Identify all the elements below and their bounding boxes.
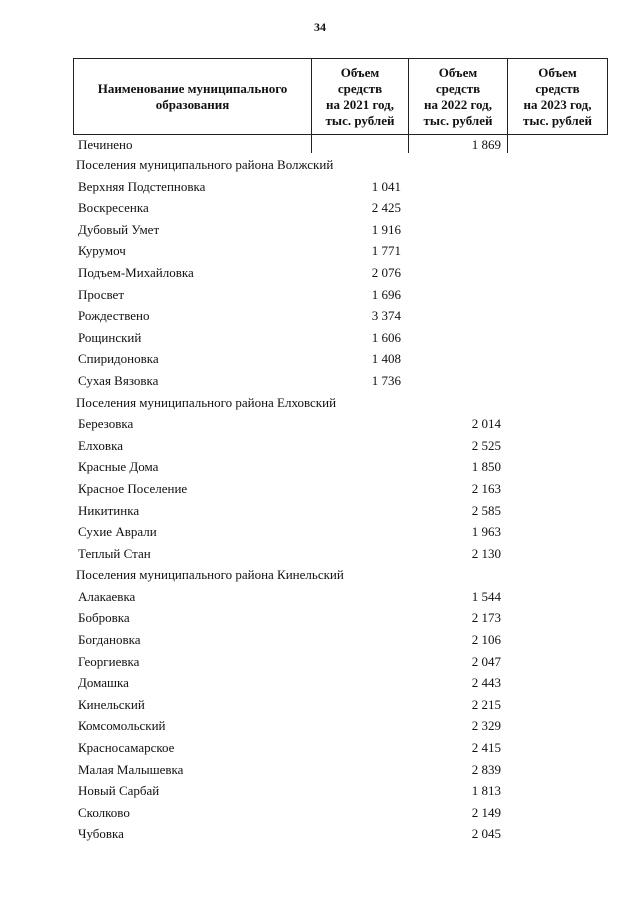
value-2022: 2 045: [471, 826, 501, 842]
municipality-name: Воскресенка: [78, 200, 149, 216]
municipality-name: Георгиевка: [78, 653, 140, 669]
table-row: [73, 500, 608, 522]
table-body: [73, 136, 608, 845]
table-row: [73, 240, 608, 262]
table-row: [73, 521, 608, 543]
municipality-name: Красносамарское: [78, 740, 175, 756]
table-row: [73, 176, 608, 198]
municipality-name: Березовка: [78, 416, 134, 432]
municipality-name: Рощинский: [78, 329, 142, 345]
municipality-name: Теплый Стан: [78, 545, 151, 561]
header-name: Наименование муниципального образования: [74, 59, 312, 134]
group-row: [73, 154, 608, 176]
table-row: [73, 478, 608, 500]
value-2022: 2 215: [471, 696, 501, 712]
value-2021: 1 771: [371, 243, 401, 259]
table-row: [73, 823, 608, 845]
value-2022: 2 585: [471, 502, 501, 518]
value-2021: 2 076: [371, 264, 401, 280]
municipality-name: Домашка: [78, 675, 129, 691]
municipality-name: Кинельский: [78, 696, 145, 712]
municipality-name: Комсомольский: [78, 718, 166, 734]
value-2022: 2 163: [471, 480, 501, 496]
municipality-name: Алакаевка: [78, 588, 136, 604]
municipality-name: Сухая Вязовка: [78, 372, 159, 388]
table-row: [73, 262, 608, 284]
group-title: Поселения муниципального района Волжский: [76, 157, 334, 172]
table-row: [73, 284, 608, 306]
value-2022: 1 869: [471, 137, 501, 152]
table-row: [73, 759, 608, 781]
municipality-name: Елховка: [78, 437, 123, 453]
municipality-name: Красные Дома: [78, 459, 159, 475]
municipality-name: Спиридоновка: [78, 351, 159, 367]
value-2022: 2 149: [471, 804, 501, 820]
group-row: [73, 392, 608, 414]
value-2021: 1 696: [371, 286, 401, 302]
header-2023: Объем средств на 2023 год, тыс. рублей: [523, 64, 592, 128]
table-row: [73, 305, 608, 327]
table-row: [73, 327, 608, 349]
value-2021: 1 916: [371, 221, 401, 237]
value-2021: 1 606: [371, 329, 401, 345]
value-2022: 2 014: [471, 416, 501, 432]
header-2022: Объем средств на 2022 год, тыс. рублей: [409, 59, 508, 134]
value-2021: 3 374: [371, 308, 401, 324]
municipality-name: Богдановка: [78, 632, 141, 648]
value-2022: 2 173: [471, 610, 501, 626]
table-row: [73, 715, 608, 737]
municipality-name: Печинено: [78, 137, 133, 152]
table-row: [73, 543, 608, 565]
table-row: [73, 370, 608, 392]
municipality-name: Рождествено: [78, 308, 150, 324]
table-row: [73, 348, 608, 370]
municipality-name: Сколково: [78, 804, 130, 820]
table-row: [73, 219, 608, 241]
value-2022: 2 839: [471, 761, 501, 777]
value-2022: 2 106: [471, 632, 501, 648]
table-row: [73, 651, 608, 673]
municipality-name: Новый Сарбай: [78, 783, 160, 799]
table-row: [73, 136, 608, 154]
table-row: [73, 413, 608, 435]
page-number: 34: [314, 20, 326, 34]
table-row: [73, 694, 608, 716]
value-2022: 1 850: [471, 459, 501, 475]
value-2022: 2 443: [471, 675, 501, 691]
municipality-name: Подъем-Михайловка: [78, 264, 194, 280]
table-row: [73, 737, 608, 759]
table-row: [73, 586, 608, 608]
value-2022: 2 047: [471, 653, 501, 669]
table-row: [73, 607, 608, 629]
header-2021: Объем средств на 2021 год, тыс. рублей: [312, 59, 409, 134]
municipality-name: Сухие Аврали: [78, 524, 157, 540]
value-2021: 1 041: [371, 178, 401, 194]
table-row: [73, 672, 608, 694]
group-title: Поселения муниципального района Елховский: [76, 394, 337, 410]
value-2022: 2 415: [471, 740, 501, 756]
value-2021: 2 425: [371, 200, 401, 216]
municipality-name: Просвет: [78, 286, 124, 302]
group-title: Поселения муниципального района Кинельский: [76, 567, 344, 583]
table-header: [73, 58, 608, 135]
municipality-name: Красное Поселение: [78, 480, 188, 496]
municipality-name: Курумоч: [78, 243, 126, 259]
value-2022: 1 544: [471, 588, 501, 604]
table-row: [73, 802, 608, 824]
municipality-name: Малая Малышевка: [78, 761, 184, 777]
table-row: [73, 629, 608, 651]
value-2021: 1 736: [371, 372, 401, 388]
table-row: [73, 780, 608, 802]
value-2022: 2 329: [471, 718, 501, 734]
table-row: [73, 435, 608, 457]
municipality-name: Чубовка: [78, 826, 124, 842]
municipality-name: Верхняя Подстепновка: [78, 178, 206, 194]
table-row: [73, 197, 608, 219]
municipality-name: Дубовый Умет: [78, 221, 160, 237]
value-2022: 2 525: [471, 437, 501, 453]
table-row: [73, 456, 608, 478]
group-row: [73, 564, 608, 586]
municipality-name: Бобровка: [78, 610, 130, 626]
value-2022: 2 130: [471, 545, 501, 561]
municipality-name: Никитинка: [78, 502, 140, 518]
value-2022: 1 813: [471, 783, 501, 799]
value-2021: 1 408: [371, 351, 401, 367]
value-2022: 1 963: [471, 524, 501, 540]
